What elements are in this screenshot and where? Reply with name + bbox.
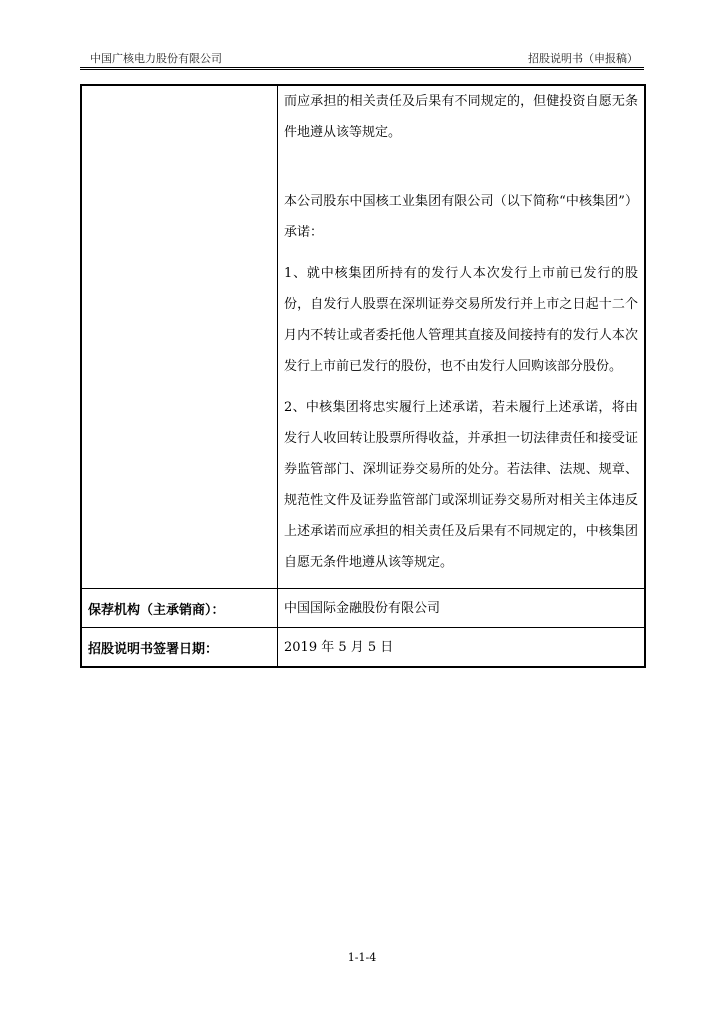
table-row-commitments xyxy=(82,86,644,588)
row-label-empty xyxy=(82,86,278,588)
commitment-table xyxy=(80,84,646,668)
header-rule-secondary xyxy=(80,69,644,70)
sponsor-label: 保荐机构（主承销商）： xyxy=(82,589,278,627)
paragraph-commitment-1: 1、就中核集团所持有的发行人本次发行上市前已发行的股份，自发行人股票在深圳证券交易所发行并上市之日起十二个月内不转让或者委托他人管理其直接及间接持有的发行人本次发行上市前已发行的股份，也不由发行人回购该部分股份。 xyxy=(284,266,638,374)
paragraph-continuation: 而应承担的相关责任及后果有不同规定的，但健投资自愿无条件地遵从该等规定。 xyxy=(284,94,638,140)
paragraph-shareholder-intro: 本公司股东中国核工业集团有限公司（以下简称“中核集团”）承诺： xyxy=(284,194,638,240)
header-doc-title: 招股说明书（申报稿） xyxy=(528,52,638,65)
page-number: 1-1-4 xyxy=(347,951,377,964)
header-rule xyxy=(80,67,644,68)
paragraph-commitment-2: 2、中核集团将忠实履行上述承诺，若未履行上述承诺，将由发行人收回转让股票所得收益，并承担一切法律责任和接受证券监管部门、深圳证券交易所的处分。若法律、法规、规章、规范性文件及证券监管部门或深圳证券交易所对相关主体违反上述承诺而应承担的相关责任及后果有不同规定的，中核集团自愿无条件地遵从该等规定。 xyxy=(284,400,638,570)
signing-date-value: 2019 年 5 月 5 日 xyxy=(284,639,394,655)
signing-date-label: 招股说明书签署日期： xyxy=(82,628,278,666)
header-company: 中国广核电力股份有限公司 xyxy=(90,52,222,65)
commitment-text-cell xyxy=(278,86,644,588)
sponsor-value: 中国国际金融股份有限公司 xyxy=(284,600,441,616)
table-row-sponsor xyxy=(82,588,644,627)
table-row-signing-date xyxy=(82,627,644,666)
